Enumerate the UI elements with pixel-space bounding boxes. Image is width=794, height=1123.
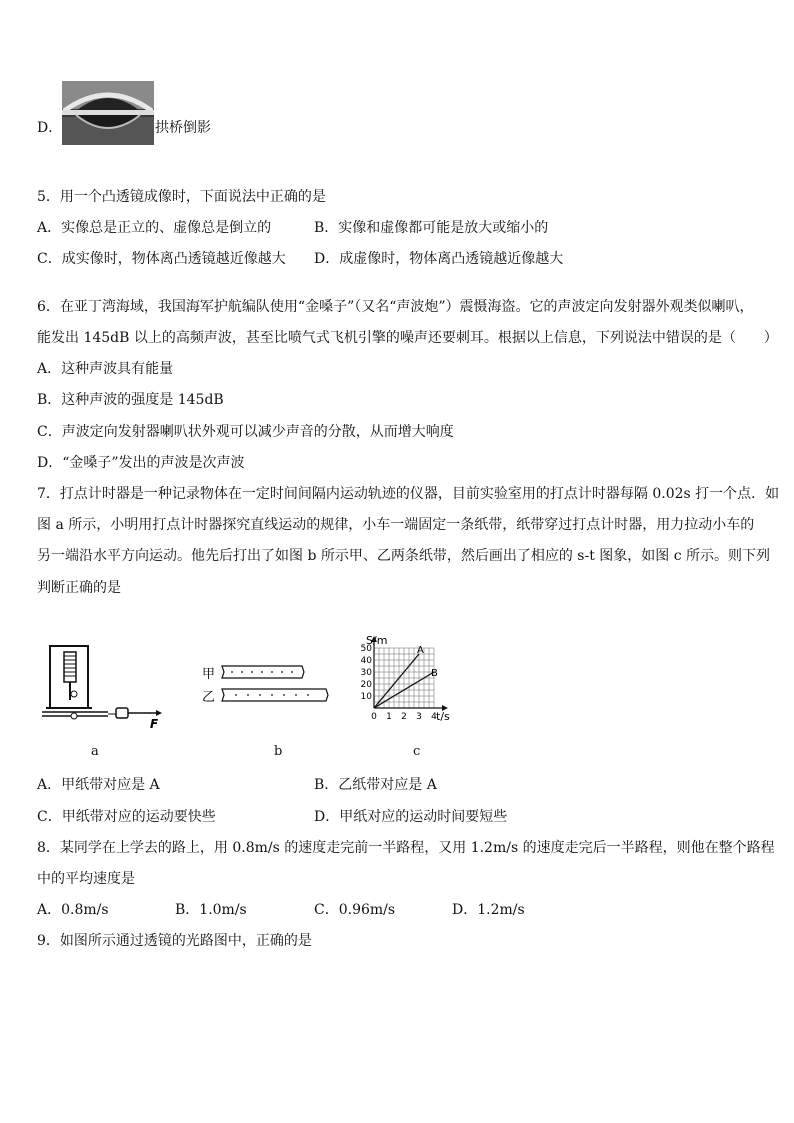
x-tick-label: 2 <box>401 712 407 722</box>
q5-stem: 5．用一个凸透镜成像时，下面说法中正确的是 <box>37 189 326 205</box>
paper-tapes-figure <box>200 660 350 710</box>
y-tick-label: 30 <box>360 668 372 678</box>
q6-option-a: A．这种声波具有能量 <box>37 361 174 377</box>
q7-stem-line4: 判断正确的是 <box>37 580 121 596</box>
fig-b-caption: b <box>274 744 283 759</box>
q7-option-b: B．乙纸带对应是 A <box>314 777 437 793</box>
q5-option-b: B．实像和虚像都可能是放大或缩小的 <box>314 220 549 236</box>
force-label: F <box>150 717 159 730</box>
q6-stem-line2: 能发出 145dB 以上的高频声波，甚至比喷气式飞机引擎的噪声还要刺耳。根据以上信息，下列说法中错误的是（ ） <box>37 330 778 346</box>
ticker-timer-figure <box>40 640 170 730</box>
q7-stem-line2: 图 a 所示，小明用打点计时器探究直线运动的规律，小车一端固定一条纸带，纸带穿过打点计时器，用力拉动小车的 <box>37 517 755 533</box>
fig-c-caption: c <box>413 744 421 759</box>
q7-option-d: D．甲纸对应的运动时间要短些 <box>314 809 508 825</box>
q6-option-b: B．这种声波的强度是 145dB <box>37 392 224 408</box>
series-line-A <box>374 654 419 708</box>
series-label-B: B <box>431 668 438 679</box>
y-tick-label: 50 <box>360 644 372 654</box>
x-tick-label: 4 <box>431 712 437 722</box>
tape-yi-label: 乙 <box>202 690 216 705</box>
series-label-A: A <box>417 645 424 656</box>
q8-option-d: D．1.2m/s <box>452 902 525 918</box>
q5-option-a: A．实像总是正立的、虚像总是倒立的 <box>37 220 272 236</box>
q8-stem-line1: 8．某同学在上学去的路上，用 0.8m/s 的速度走完前一半路程，又用 1.2m/s 的速度走完后一半路程，则他在整个路程 <box>37 840 775 856</box>
q5-option-c: C．成实像时，物体离凸透镜越近像越大 <box>37 251 286 267</box>
q8-option-c: C．0.96m/s <box>314 902 396 918</box>
q9-stem: 9．如图所示通过透镜的光路图中，正确的是 <box>37 933 312 949</box>
graph-series <box>374 645 438 708</box>
q7-option-c: C．甲纸带对应的运动要快些 <box>37 809 216 825</box>
y-tick-label: 20 <box>360 680 372 690</box>
arch-bridge-reflection-image <box>62 81 154 145</box>
fig-a-caption: a <box>91 744 99 759</box>
y-tick-label: 40 <box>360 656 372 666</box>
q7-option-a: A．甲纸带对应是 A <box>37 777 160 793</box>
tape-jia-label: 甲 <box>202 667 216 682</box>
q8-option-b: B．1.0m/s <box>175 902 247 918</box>
q5-option-d: D．成虚像时，物体离凸透镜越近像越大 <box>314 251 564 267</box>
tape-yi <box>222 689 328 701</box>
q6-option-d: D．“金嗓子”发出的声波是次声波 <box>37 455 245 471</box>
x-tick-label: 0 <box>371 712 377 722</box>
q6-stem-line1: 6．在亚丁湾海域，我国海军护航编队使用“金嗓子”（又名“声波炮”）震慑海盗。它的声波定向发射器外观类似喇叭， <box>37 299 754 315</box>
x-tick-label: 1 <box>386 712 392 722</box>
y-tick-label: 10 <box>360 692 372 702</box>
q7-stem-line3: 另一端沿水平方向运动。他先后打出了如图 b 所示甲、乙两条纸带，然后画出了相应的 s-t 图象，如图 c 所示。则下列 <box>37 548 771 564</box>
q7-stem-line1: 7．打点计时器是一种记录物体在一定时间间隔内运动轨迹的仪器，目前实验室用的打点计时器每隔 0.02s 打一个点．如 <box>37 486 780 502</box>
x-tick-label: 3 <box>416 712 422 722</box>
q8-option-a: A．0.8m/s <box>37 902 109 918</box>
x-axis-label: t/s <box>436 710 450 723</box>
q4-optD-label: D． <box>37 120 63 136</box>
s-t-graph <box>352 634 462 728</box>
q4-optD-text: 拱桥倒影 <box>155 120 211 136</box>
q8-stem-line2: 中的平均速度是 <box>37 871 135 887</box>
y-axis-label: S/m <box>366 634 388 647</box>
q6-option-c: C．声波定向发射器喇叭状外观可以减少声音的分散，从而增大响度 <box>37 424 454 440</box>
